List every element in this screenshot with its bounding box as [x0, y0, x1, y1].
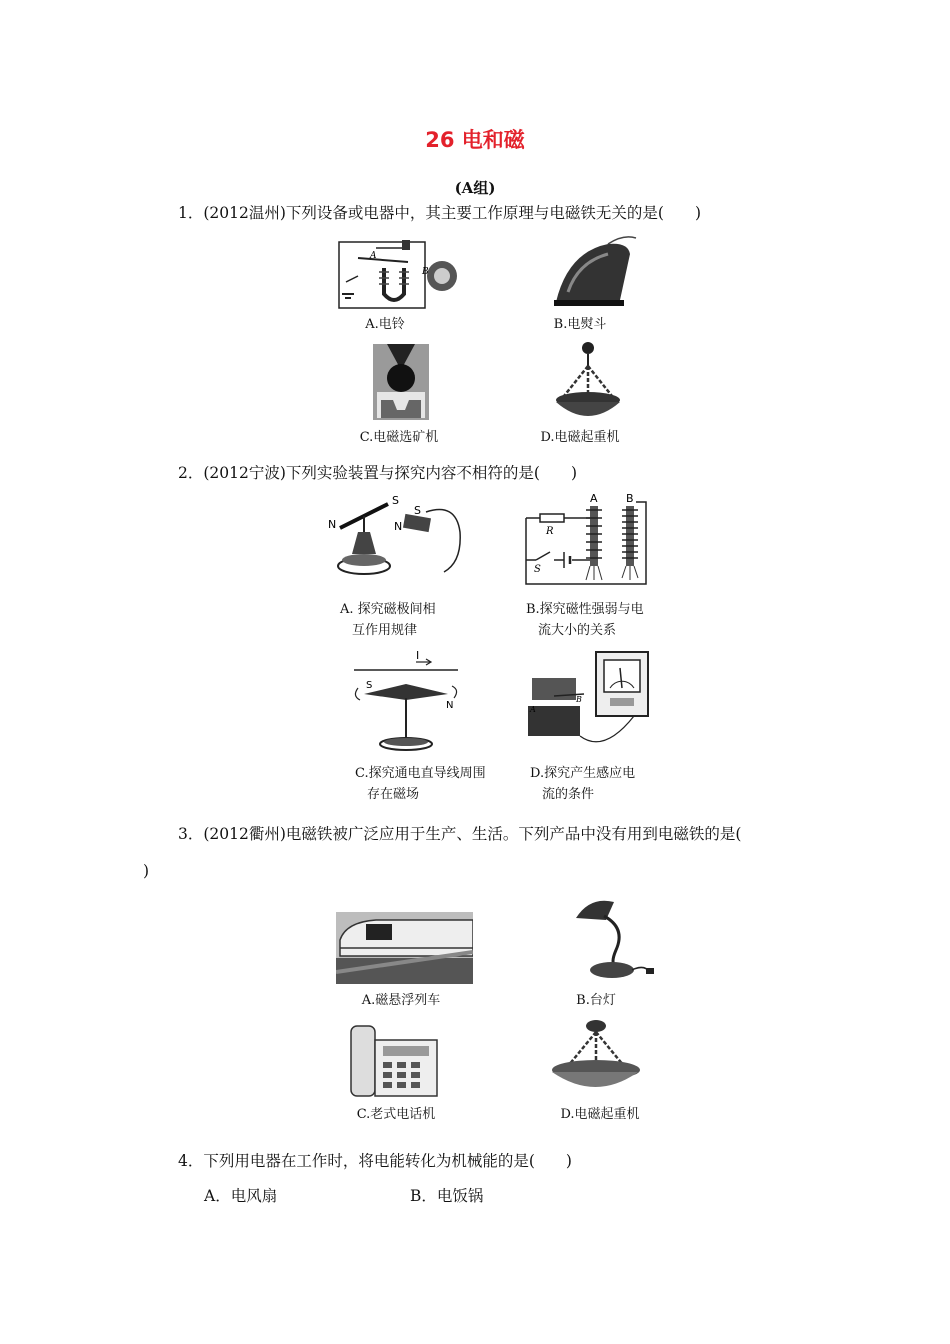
fig-a-label-s1: S: [392, 494, 399, 507]
fig-a-label-s2: S: [414, 504, 421, 517]
question-1-text: 1．(2012温州)下列设备或电器中，其主要工作原理与电磁铁无关的是( ): [178, 204, 701, 222]
question-2-text: 2．(2012宁波)下列实验装置与探究内容不相符的是( ): [178, 464, 577, 482]
question-4-text: 4．下列用电器在工作时，将电能转化为机械能的是( ): [178, 1152, 572, 1170]
figure-electromagnet-circuit: [520, 492, 650, 588]
q4-option-a: A．电风扇: [204, 1187, 278, 1205]
figure-wire-compass: [344, 648, 468, 756]
figure-maglev-train: [336, 912, 473, 984]
figure-magnetic-separator: [373, 344, 429, 420]
q2-option-c-line2: 存在磁场: [367, 787, 420, 802]
fig-c-label-n: N: [446, 700, 454, 711]
fig-a-label-n2: N: [394, 520, 403, 533]
q2-option-d: [530, 763, 660, 805]
fig-a-label-n1: N: [328, 518, 337, 531]
q3-option-a: A.磁悬浮列车: [361, 993, 441, 1008]
fig1-label-b: B: [422, 267, 429, 277]
q2-option-d-line2: 流的条件: [542, 787, 595, 802]
q1-option-c: C.电磁选矿机: [359, 430, 439, 445]
fig-b-label-r: R: [546, 526, 554, 537]
q1-option-b: B.电熨斗: [553, 317, 607, 332]
q2-option-d-line1: D.探究产生感应电: [530, 766, 636, 781]
q2-option-c-line1: C.探究通电直导线周围: [355, 766, 486, 781]
q2-option-a-line1: A. 探究磁极间相: [340, 602, 436, 617]
fig-b-label-b: B: [626, 492, 634, 505]
q3-option-c: C.老式电话机: [356, 1107, 436, 1122]
q2-option-a-line2: 互作用规律: [352, 623, 418, 638]
fig1-label-a: A: [370, 251, 377, 261]
question-3-text-line2: ): [143, 862, 150, 880]
figure-electric-iron: [548, 232, 638, 310]
fig-c-label-s: S: [366, 680, 373, 691]
q2-option-c: [355, 763, 485, 805]
fig-d-label-b: B: [576, 695, 582, 704]
page-title: 26 电和磁: [425, 128, 525, 152]
figure-electric-bell: [336, 236, 460, 312]
q2-option-b-line2: 流大小的关系: [538, 623, 617, 638]
group-label: (A组): [454, 179, 496, 197]
q3-option-d: D.电磁起重机: [560, 1107, 640, 1122]
q4-option-b: B．电饭锅: [410, 1187, 484, 1205]
q1-option-d: D.电磁起重机: [540, 430, 620, 445]
q1-option-a: A.电铃: [365, 317, 405, 332]
figure-induction-setup: [524, 648, 654, 756]
fig-c-label-i: I: [416, 649, 420, 662]
figure-electromagnetic-crane: [552, 340, 624, 424]
figure-desk-lamp: [566, 892, 658, 982]
figure-old-telephone: [349, 1020, 439, 1098]
figure-magnet-poles: [326, 492, 468, 584]
q3-option-b: B.台灯: [576, 993, 616, 1008]
figure-electromagnetic-crane-2: [548, 1018, 642, 1094]
fig-b-label-s: S: [534, 564, 541, 575]
q2-option-a: [340, 599, 450, 641]
q2-option-b-line1: B.探究磁性强弱与电: [526, 602, 644, 617]
q2-option-b: [526, 599, 656, 641]
fig-b-label-a: A: [590, 492, 598, 505]
question-3-text-line1: 3．(2012衢州)电磁铁被广泛应用于生产、生活。下列产品中没有用到电磁铁的是(: [178, 825, 742, 843]
fig-d-label-a: A: [530, 705, 536, 714]
